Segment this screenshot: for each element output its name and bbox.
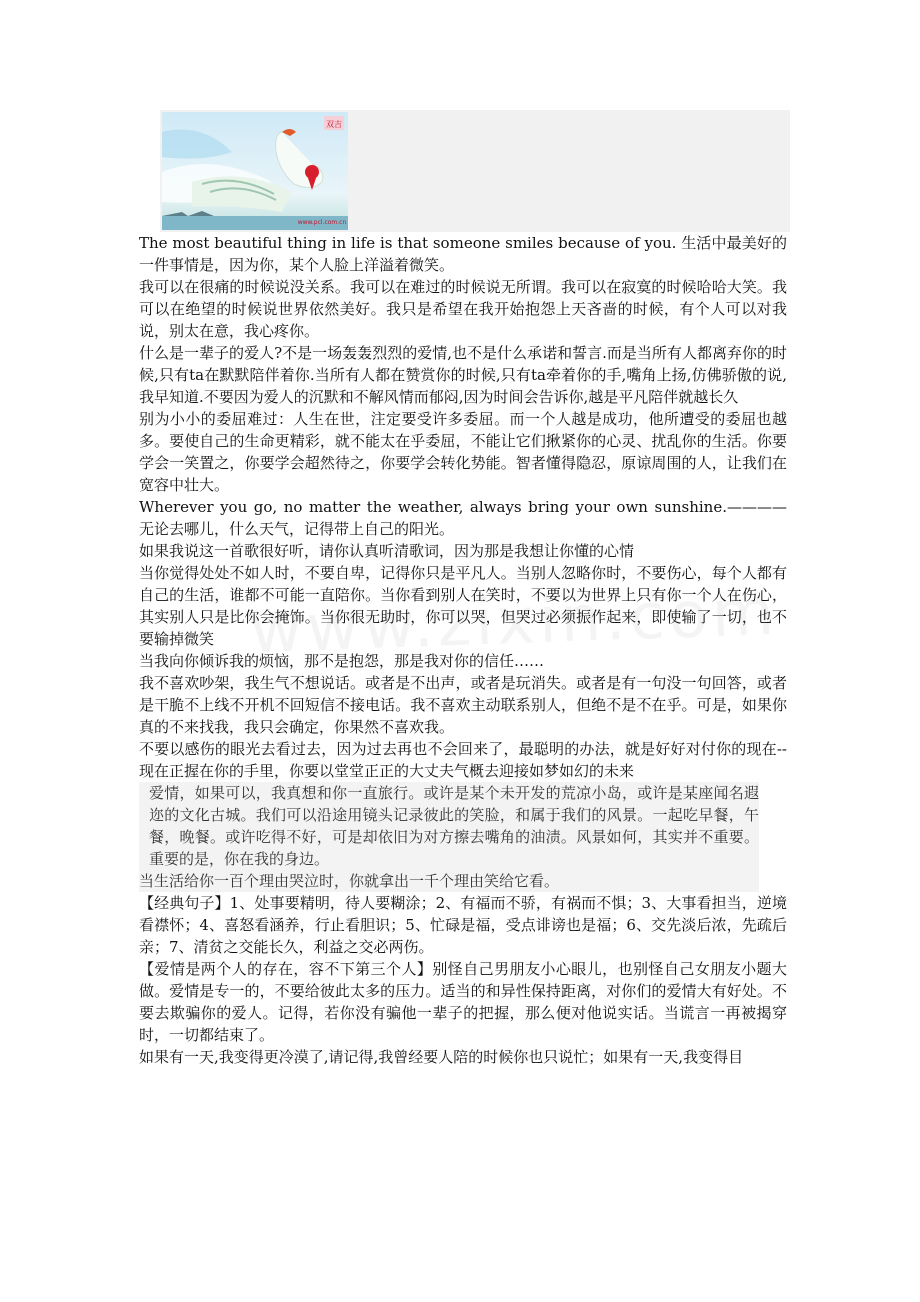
- highlight-box: [139, 782, 759, 892]
- paragraph: 如果有一天,我变得更冷漠了,请记得,我曾经要人陪的时候你也只说忙；如果有一天,我变得目: [139, 1048, 744, 1066]
- paragraph: The most beautiful thing in life is that someone smiles because of you. 生活中最美好的一件事情是，因为你，某个人脸上洋溢着微笑。: [139, 234, 787, 274]
- paragraph: 什么是一辈子的爱人?不是一场轰轰烈烈的爱情,也不是什么承诺和誓言.而是当所有人都离弃你的时候,只有ta在默默陪伴着你.当所有人都在赞赏你的时候,只有ta牵着你的手,嘴角上扬,仿佛骄傲的说,我早知道.不要因为爱人的沉默和不解风情而郁闷,因为时间会告诉你,越是平凡陪伴就越长久: [139, 344, 787, 406]
- swan-picture: [162, 112, 348, 230]
- highlight-paragraph: 爱情，如果可以，我真想和你一直旅行。或许是某个未开发的荒凉小岛，或许是某座闻名遐迩的文化古城。我们可以沿途用镜头记录彼此的笑脸，和属于我们的风景。一起吃早餐，午餐，晚餐。或许吃得不好，可是却依旧为对方擦去嘴角的油渍。风景如何，其实并不重要。重要的是，你在我的身边。: [149, 784, 759, 868]
- paragraph: 我不喜欢吵架，我生气不想说话。或者是不出声，或者是玩消失。或者是有一句没一句回答，或者是干脆不上线不开机不回短信不接电话。我不喜欢主动联系别人，但绝不是不在乎。可是，如果你真的不来找我，我只会确定，你果然不喜欢我。: [139, 674, 787, 736]
- paragraph: 不要以感伤的眼光去看过去，因为过去再也不会回来了，最聪明的办法，就是好好对付你的现在--现在正握在你的手里，你要以堂堂正正的大丈夫气概去迎接如梦如幻的未来: [139, 740, 787, 780]
- paragraph: 我可以在很痛的时候说没关系。我可以在难过的时候说无所谓。我可以在寂寞的时候哈哈大笑。我可以在绝望的时候说世界依然美好。我只是希望在我开始抱怨上天吝啬的时候，有个人可以对我说，别太在意，我心疼你。: [139, 278, 787, 340]
- paragraph: 当你觉得处处不如人时，不要自卑，记得你只是平凡人。当别人忽略你时，不要伤心，每个人都有自己的生活，谁都不可能一直陪你。当你看到别人在笑时，不要以为世界上只有你一个人在伤心，其实别人只是比你会掩饰。当你很无助时，你可以哭，但哭过必须振作起来，即使输了一切，也不要输掉微笑: [139, 564, 787, 648]
- hero-footer-url: www.pcl.com.cn: [297, 219, 347, 226]
- hero-badge: 双吉: [326, 120, 342, 129]
- article-body: [139, 232, 787, 1068]
- paragraph: 【经典句子】1、处事要精明，待人要糊涂；2、有福而不骄，有祸而不惧；3、大事看担当，逆境看襟怀；4、喜怒看涵养，行止看胆识；5、忙碌是福，受点诽谤也是福；6、交先淡后浓，先疏后亲；7、清贫之交能长久，利益之交必两伤。: [139, 894, 787, 956]
- paragraph: 当我向你倾诉我的烦恼，那不是抱怨，那是我对你的信任……: [139, 652, 545, 670]
- paragraph: 【爱情是两个人的存在，容不下第三个人】别怪自己男朋友小心眼儿，也别怪自己女朋友小题大做。爱情是专一的，不要给彼此太多的压力。适当的和异性保持距离，对你们的爱情大有好处。不要去欺骗你的爱人。记得，若你没有骗他一辈子的把握，那么便对他说实话。当谎言一再被揭穿时，一切都结束了。: [139, 960, 787, 1044]
- swan-illustration: [162, 112, 348, 230]
- paragraph: 别为小小的委屈难过：人生在世，注定要受许多委屈。而一个人越是成功，他所遭受的委屈也越多。要使自己的生命更精彩，就不能太在乎委屈，不能让它们揪紧你的心灵、扰乱你的生活。你要学会一笑置之，你要学会超然待之，你要学会转化势能。智者懂得隐忍，原谅周围的人，让我们在宽容中壮大。: [139, 410, 787, 494]
- highlight-paragraph: 当生活给你一百个理由哭泣时，你就拿出一千个理由笑给它看。: [139, 872, 560, 890]
- paragraph: Wherever you go, no matter the weather, always bring your own sunshine.———— 无论去哪儿，什么天气，记得带上自己的阳光。: [139, 498, 787, 538]
- paragraph: 如果我说这一首歌很好听，请你认真听清歌词，因为那是我想让你懂的心情: [139, 542, 635, 560]
